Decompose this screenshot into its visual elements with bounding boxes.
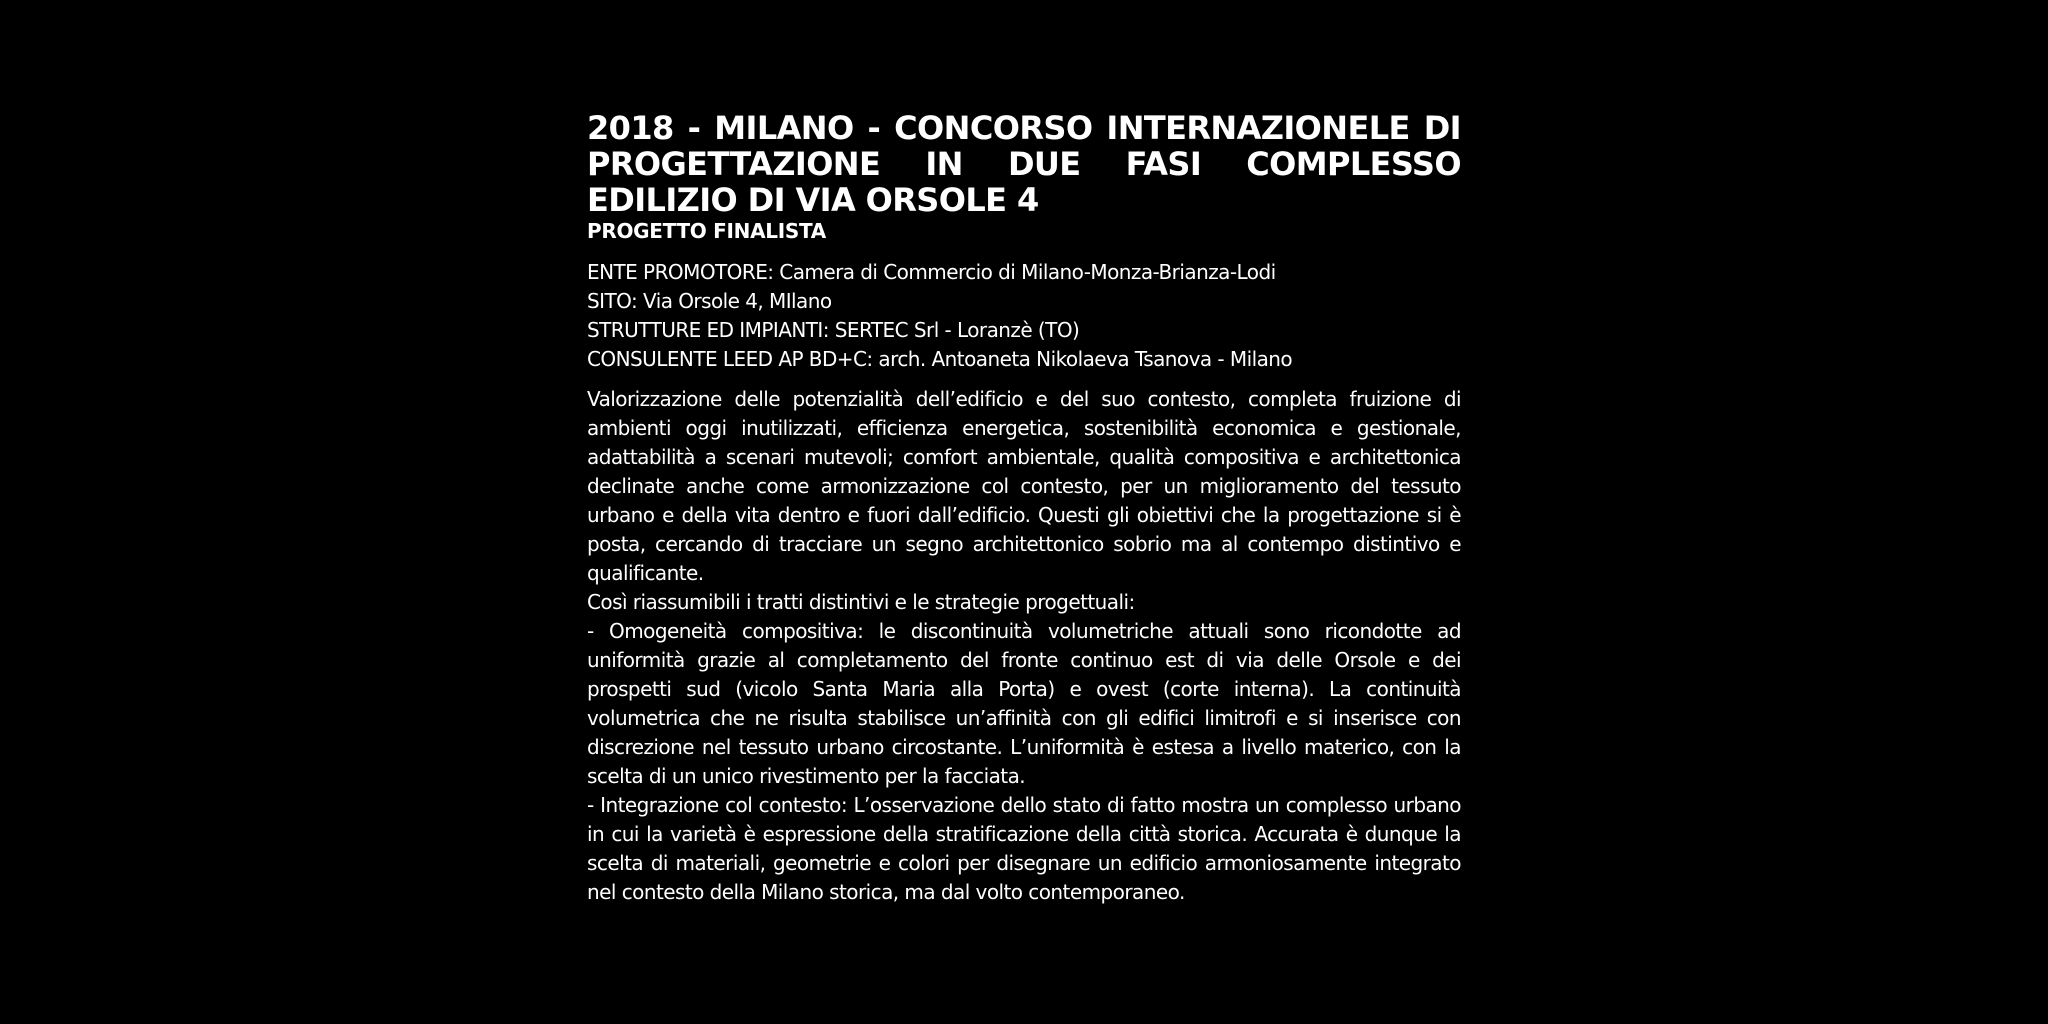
credit-leed-consultant: CONSULENTE LEED AP BD+C: arch. Antoaneta Nikolaeva Tsanova - Milano xyxy=(587,347,1293,371)
project-description-panel xyxy=(587,110,1461,907)
project-credits xyxy=(587,258,1461,374)
project-title: 2018 - MILANO - CONCORSO INTERNAZIONELE DI PROGETTAZIONE IN DUE FASI COMPLESSO EDILIZIO DI VIA ORSOLE 4 xyxy=(587,109,1461,219)
credit-structures: STRUTTURE ED IMPIANTI: SERTEC Srl - Loranzè (TO) xyxy=(587,318,1080,342)
description-paragraph: Così riassumibili i tratti distintivi e le strategie progettuali: xyxy=(587,590,1135,614)
credit-promoter: ENTE PROMOTORE: Camera di Commercio di Milano-Monza-Brianza-Lodi xyxy=(587,260,1276,284)
description-paragraph: Valorizzazione delle potenzialità dell’edificio e del suo contesto, completa fruizione di ambienti oggi inutilizzati, efficienza energetica, sostenibilità economica e gestionale, adattabilità a scenari mutevoli; comfort ambientale, qualità compositiva e architettonica declinate anche come armonizzazione col contesto, per un miglioramento del tessuto urbano e della vita dentro e fuori dall’edificio. Questi gli obiettivi che la progettazione si è posta, cercando di tracciare un segno architettonico sobrio ma al contempo distintivo e qualificante. xyxy=(587,387,1461,585)
project-subtitle: PROGETTO FINALISTA xyxy=(587,219,826,243)
project-description xyxy=(587,385,1461,907)
description-paragraph: - Omogeneità compositiva: le discontinuità volumetriche attuali sono ricondotte ad uniformità grazie al completamento del fronte continuo est di via delle Orsole e dei prospetti sud (vicolo Santa Maria alla Porta) e ovest (corte interna). La continuità volumetrica che ne risulta stabilisce un’affinità con gli edifici limitrofi e si inserisce con discrezione nel tessuto urbano circostante. L’uniformità è estesa a livello materico, con la scelta di un unico rivestimento per la facciata. xyxy=(587,619,1461,788)
credit-site: SITO: Via Orsole 4, MIlano xyxy=(587,289,832,313)
description-paragraph: - Integrazione col contesto: L’osservazione dello stato di fatto mostra un complesso urbano in cui la varietà è espressione della stratificazione della città storica. Accurata è dunque la scelta di materiali, geometrie e colori per disegnare un edificio armoniosamente integrato nel contesto della Milano storica, ma dal volto contemporaneo. xyxy=(587,793,1461,904)
